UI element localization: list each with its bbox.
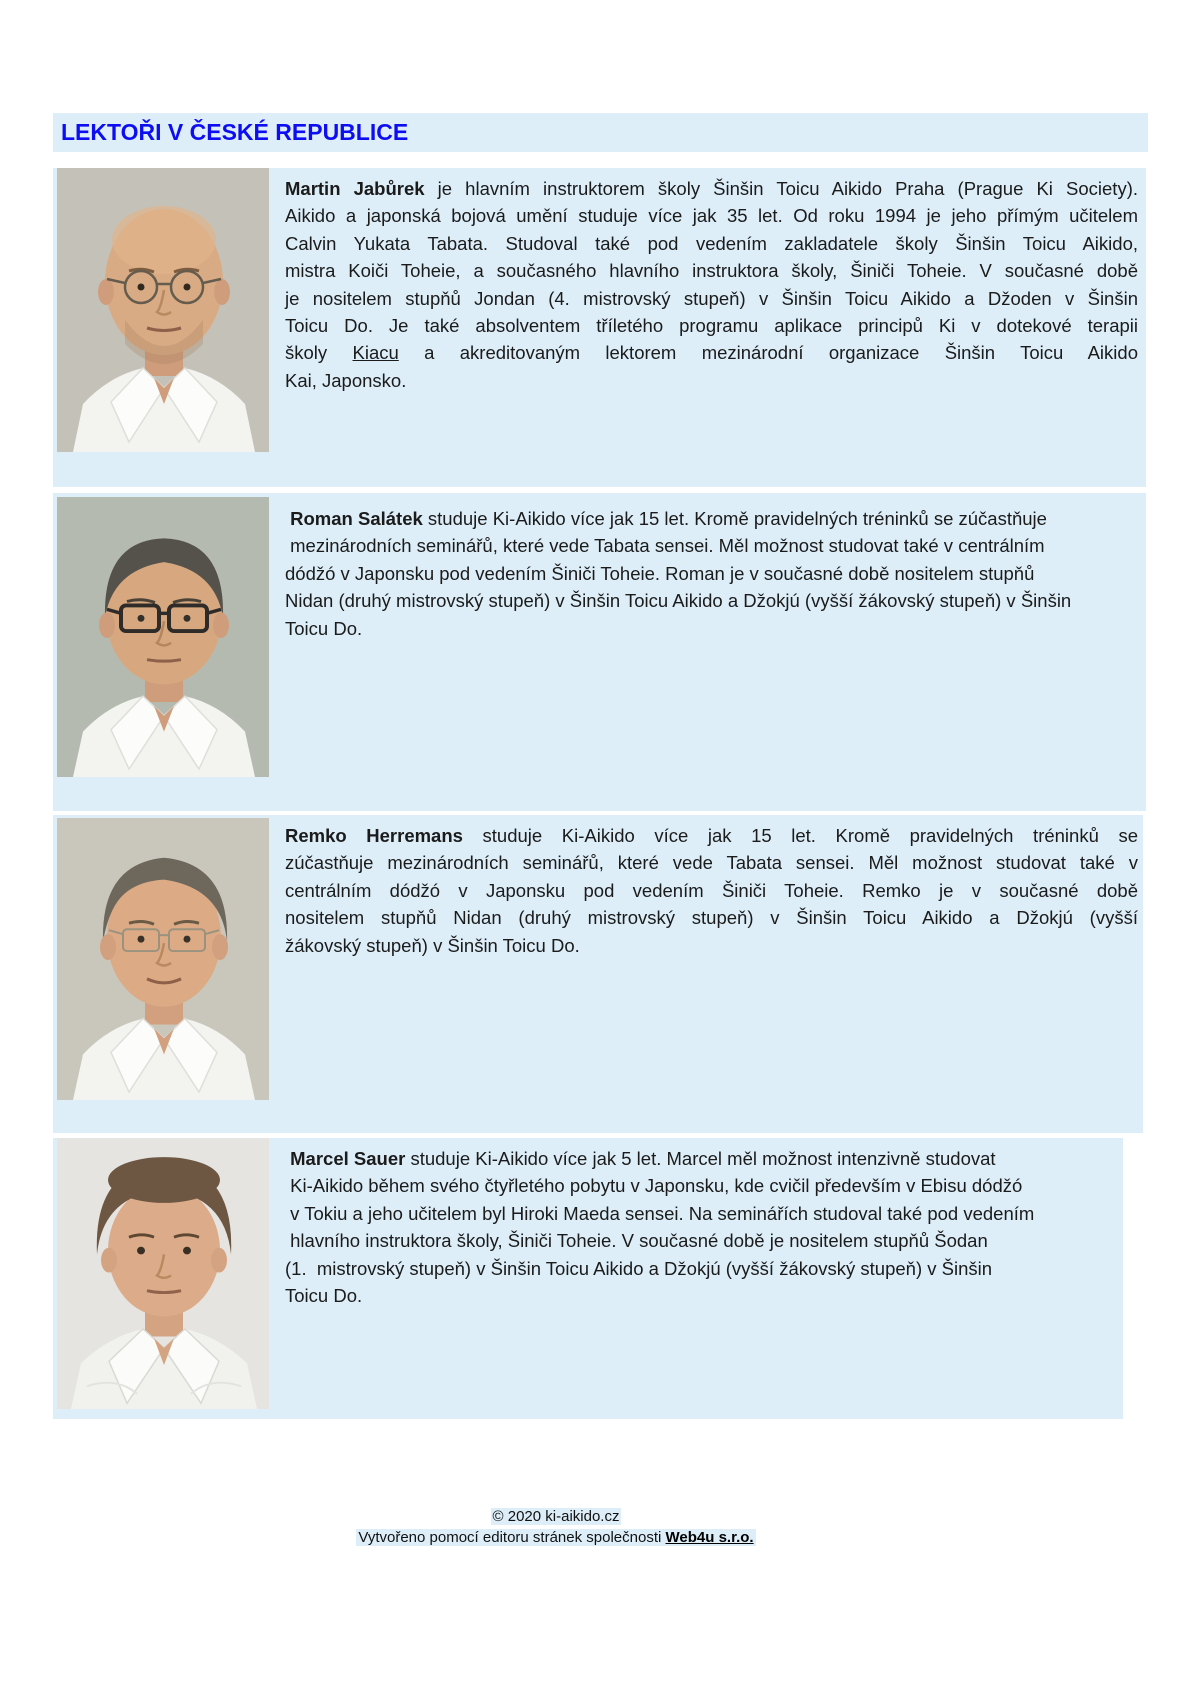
text-line: (1. mistrovský stupeň) v Šinšin Toicu Aikido a Džokjú (vyšší žákovský stupeň) v Šinšin — [285, 1257, 993, 1279]
instructor-bio-remko-herremans — [285, 822, 1138, 959]
text-line: Nidan (druhý mistrovský stupeň) v Šinšin Toicu Aikido a Džokjú (vyšší žákovský stupeň) v Šinšin — [285, 590, 1072, 612]
text-line: Toicu Do. Je také absolventem tříletého programu aplikace principů Ki v dotekové terapii — [285, 315, 1138, 337]
text-line: Roman Salátek studuje Ki-Aikido více jak 15 let. Kromě pravidelných tréninků se zúčastňuje — [290, 508, 1047, 529]
copyright-text: © 2020 ki-aikido.cz — [492, 1508, 620, 1525]
portrait-illustration — [57, 1138, 269, 1409]
web4u-link[interactable]: Web4u s.r.o. — [665, 1529, 754, 1546]
text-line: je nositelem stupňů Jondan (4. mistrovský stupeň) v Šinšin Toicu Aikido a Džoden v Šinšin — [285, 287, 1138, 309]
text-line: dódžó v Japonsku pod vedením Šiniči Toheie. Roman je v současné době nositelem stupňů — [285, 562, 1035, 584]
text-line: zúčastňuje mezinárodních seminářů, které vede Tabata sensei. Měl možnost studovat také v — [285, 852, 1138, 874]
text-line: Aikido a japonská bojová umění studuje více jak 35 let. Od roku 1994 je jeho přímým učitelem — [285, 205, 1138, 227]
instructor-bio-roman-salatek — [285, 505, 1145, 642]
instructor-bio-martin-jaburek — [285, 175, 1138, 394]
text-line: Remko Herremans studuje Ki-Aikido více jak 15 let. Kromě pravidelných tréninků se — [285, 825, 1138, 846]
instructor-photo-marcel-sauer — [57, 1138, 269, 1409]
text-line: Toicu Do. — [285, 617, 363, 639]
inline-link[interactable]: Kiacu — [352, 342, 399, 364]
instructor-section-marcel-sauer — [53, 1138, 1123, 1419]
portrait-illustration — [57, 168, 269, 452]
instructor-photo-remko-herremans — [57, 818, 269, 1100]
page-header-band — [53, 113, 1148, 152]
instructor-bio-marcel-sauer — [285, 1145, 1123, 1309]
text-line: mezinárodních seminářů, které vede Tabata sensei. Měl možnost studovat také v centrálním — [285, 535, 1045, 557]
text-line: Calvin Yukata Tabata. Studoval také pod vedením zakladatele školy Šinšin Toicu Aikido, — [285, 232, 1138, 254]
instructor-section-remko-herremans — [53, 815, 1143, 1133]
credit-text: Vytvořeno pomocí editoru stránek společnosti — [358, 1529, 666, 1546]
instructor-section-roman-salatek — [53, 493, 1146, 811]
footer-copyright-line — [0, 1506, 1112, 1527]
text-line: žákovský stupeň) v Šinšin Toicu Do. — [285, 934, 580, 956]
instructor-photo-roman-salatek — [57, 497, 269, 777]
portrait-illustration — [57, 497, 269, 777]
text-line: Toicu Do. — [285, 1285, 363, 1307]
text-line: Ki-Aikido během svého čtyřletého pobytu v Japonsku, kde cvičil především v Ebisu dódžó — [285, 1175, 1023, 1197]
text-line: v Tokiu a jeho učitelem byl Hiroki Maeda sensei. Na seminářích studoval také pod vedením — [285, 1202, 1035, 1224]
text-line: Kai, Japonsko. — [285, 369, 407, 391]
footer-credit-line — [0, 1527, 1112, 1548]
text-line: Martin Jabůrek je hlavním instruktorem školy Šinšin Toicu Aikido Praha (Prague Ki Society). — [285, 178, 1138, 199]
text-line: školy Kiacu a akreditovaným lektorem mezinárodní organizace Šinšin Toicu Aikido — [285, 342, 1138, 364]
instructor-section-martin-jaburek — [53, 168, 1146, 487]
text-line: Marcel Sauer studuje Ki-Aikido více jak 5 let. Marcel měl možnost intenzivně studovat — [290, 1148, 996, 1169]
text-line: mistra Koiči Toheie, a současného hlavního instruktora školy, Šiniči Toheie. V současné době — [285, 260, 1138, 282]
page-title: LEKTOŘI V ČESKÉ REPUBLICE — [61, 119, 409, 145]
text-line: hlavního instruktora školy, Šiniči Toheie. V současné době je nositelem stupňů Šodan — [285, 1230, 988, 1252]
text-line: centrálním dódžó v Japonsku pod vedením Šiniči Toheie. Remko je v současné době — [285, 879, 1138, 901]
portrait-illustration — [57, 818, 269, 1100]
instructor-photo-martin-jaburek — [57, 168, 269, 452]
text-line: nositelem stupňů Nidan (druhý mistrovský stupeň) v Šinšin Toicu Aikido a Džokjú (vyšší — [285, 907, 1138, 929]
page-footer — [0, 1506, 1112, 1548]
